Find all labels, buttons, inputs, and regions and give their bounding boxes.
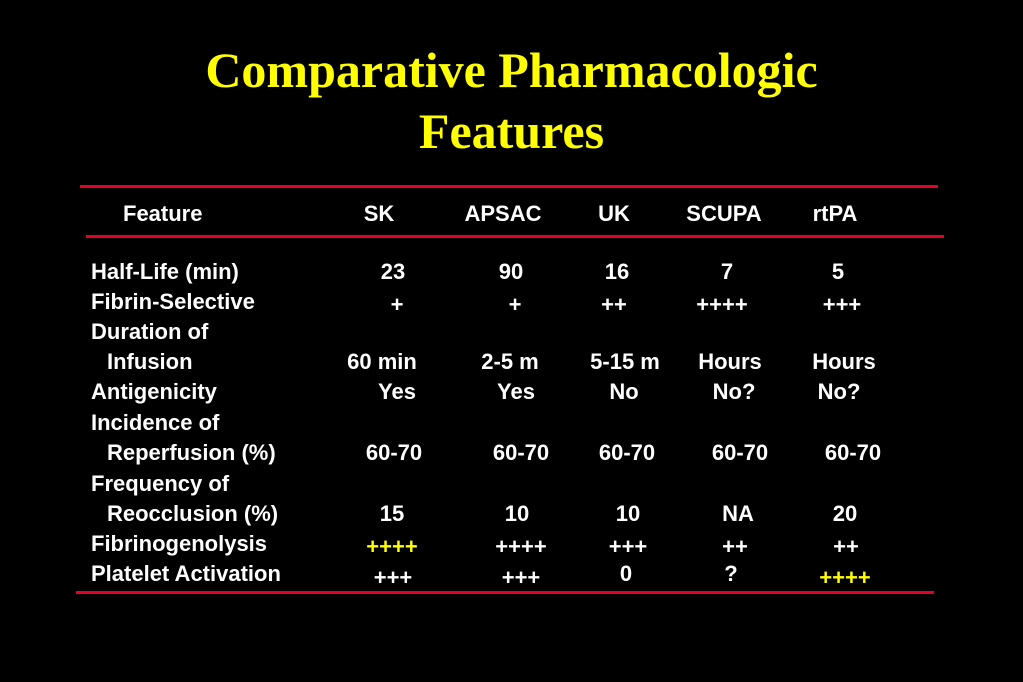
slide-title-line-2: Features [418,103,605,159]
cell-fibrin-selective-uk: ++ [601,292,627,317]
cell-reperfusion-apsac: 60-70 [492,440,550,465]
row-label-duration: Duration of [91,319,209,344]
row-label-reocclusion: Frequency of [91,471,230,496]
cell-fibrinogenolysis-sk: ++++ [366,534,418,559]
cell-half-life-rtpa: 5 [831,259,845,284]
cell-reocclusion-rtpa: 20 [832,501,858,526]
cell-half-life-sk: 23 [380,259,406,284]
cell-antigenicity-scupa: No? [712,379,756,404]
row-label-reperfusion-cont: Reperfusion (%) [107,440,276,465]
cell-reocclusion-apsac: 10 [504,501,530,526]
cell-antigenicity-sk: Yes [378,379,416,404]
row-label-antigenicity: Antigenicity [91,379,217,404]
header-uk: UK [598,201,630,226]
cell-half-life-apsac: 90 [498,259,524,284]
row-label-fibrinogenolysis: Fibrinogenolysis [91,531,268,556]
cell-half-life-scupa: 7 [720,259,734,284]
cell-platelet-activation-rtpa: ++++ [819,565,871,590]
row-label-reocclusion-cont: Reocclusion (%) [107,501,279,526]
bottom-rule [76,591,934,594]
cell-reocclusion-scupa: NA [722,501,754,526]
cell-fibrin-selective-rtpa: +++ [822,292,862,317]
cell-reocclusion-uk: 10 [615,501,641,526]
header-rtpa: rtPA [812,201,858,226]
cell-duration-uk: 5-15 m [590,349,660,374]
cell-fibrinogenolysis-uk: +++ [608,534,648,559]
row-label-platelet-activation: Platelet Activation [91,561,281,586]
cell-antigenicity-apsac: Yes [497,379,535,404]
row-label-fibrin-selective: Fibrin-Selective [91,289,255,314]
row-label-half-life: Half-Life (min) [91,259,239,284]
cell-duration-scupa: Hours [698,349,762,374]
cell-antigenicity-uk: No [609,379,639,404]
row-label-duration-cont: Infusion [107,349,193,374]
cell-antigenicity-rtpa: No? [817,379,861,404]
cell-duration-sk: 60 min [347,349,417,374]
cell-reperfusion-scupa: 60-70 [711,440,769,465]
cell-reocclusion-sk: 15 [379,501,405,526]
row-label-reperfusion: Incidence of [91,410,220,435]
cell-fibrinogenolysis-scupa: ++ [722,534,748,559]
header-apsac: APSAC [464,201,542,226]
cell-reperfusion-rtpa: 60-70 [824,440,882,465]
header-rule [86,235,944,238]
cell-reperfusion-sk: 60-70 [365,440,423,465]
cell-platelet-activation-scupa: ? [724,561,738,586]
header-sk: SK [363,201,395,226]
cell-platelet-activation-uk: 0 [619,561,633,586]
cell-fibrinogenolysis-rtpa: ++ [833,534,859,559]
cell-platelet-activation-sk: +++ [373,565,413,590]
cell-reperfusion-uk: 60-70 [598,440,656,465]
cell-fibrin-selective-sk: + [390,292,404,317]
cell-fibrin-selective-apsac: + [508,292,522,317]
header-feature: Feature [123,201,203,226]
slide-title-line-1: Comparative Pharmacologic [205,42,818,98]
header-scupa: SCUPA [686,201,762,226]
cell-duration-apsac: 2-5 m [481,349,539,374]
top-rule [80,185,938,188]
cell-duration-rtpa: Hours [812,349,876,374]
cell-fibrinogenolysis-apsac: ++++ [495,534,547,559]
cell-platelet-activation-apsac: +++ [501,565,541,590]
cell-half-life-uk: 16 [604,259,630,284]
cell-fibrin-selective-scupa: ++++ [696,292,748,317]
